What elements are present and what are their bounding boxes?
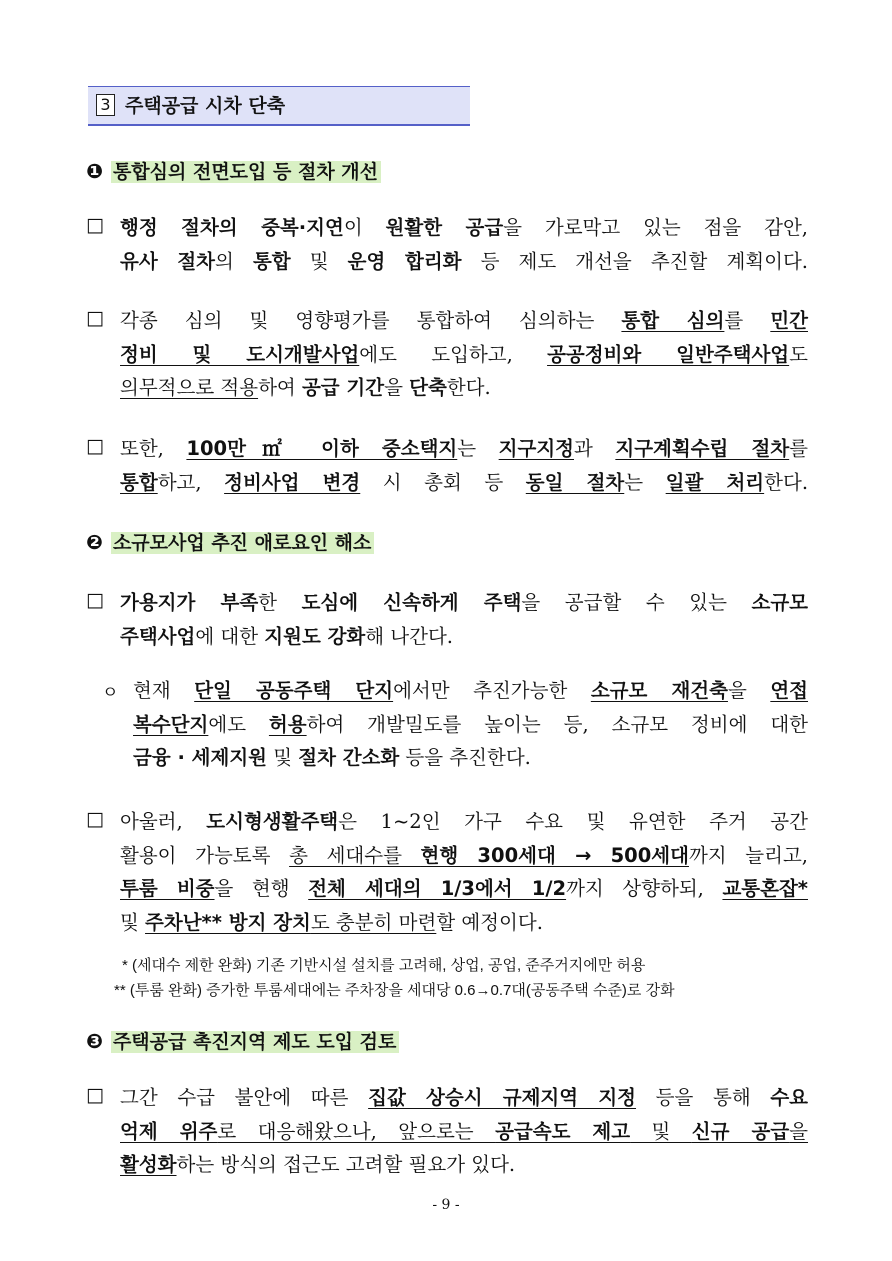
text: 는 [457, 437, 499, 460]
text-bold: 행정 절차의 중복·지연 [120, 216, 344, 239]
text: 등을 통해 [636, 1086, 771, 1109]
text-bold-underlined: 투룸 비중 [120, 877, 215, 900]
text-bold-underlined: 공공정비와 일반주택사업 [547, 342, 790, 366]
section-title: 주택공급 시차 단축 [125, 95, 286, 117]
text-bold: 유사 절차 [120, 249, 216, 273]
text-bold-underlined: 신규 공급 [691, 1119, 790, 1143]
text: 에서만 추진가능한 [393, 679, 591, 702]
text: 을 [384, 376, 410, 399]
text: 하고, [157, 470, 225, 494]
text-underlined: 의무적으로 적용 [120, 376, 259, 399]
heading-1 [86, 156, 381, 187]
text-bold: 지원도 강화 [264, 624, 366, 648]
text-bold-underlined: 전체 세대의 1/3에서 1/2 [308, 877, 567, 900]
text-bold: 소규모 [751, 591, 808, 614]
text: 은 1~2인 가구 수요 및 유연한 주거 공간 [338, 810, 808, 833]
text-bold: 절차 간소화 [298, 746, 400, 769]
section-number: 3 [96, 94, 115, 116]
text-bold-underlined: 동일 절차 [525, 470, 625, 494]
text: 하는 방식의 접근도 고려할 필요가 있다. [176, 1153, 516, 1176]
paragraph-5 [133, 674, 808, 775]
text-bold-underlined: 지구계획수립 절차 [615, 437, 790, 460]
text: 및 [290, 249, 348, 273]
text: 할 예정이다. [436, 910, 543, 934]
heading-2-text: 소규모사업 추진 애로요인 해소 [111, 532, 374, 554]
text-bold-underlined: 100만㎡ 이하 중소택지 [186, 437, 458, 460]
box-marker: □ [86, 214, 104, 236]
text-bold: 운영 합리화 [347, 249, 462, 273]
text: 과 [574, 437, 616, 460]
footnote-1: * (세대수 제한 완화) 기존 기반시설 설치를 고려해, 상업, 공업, 준주거지에만 허용 [122, 957, 646, 974]
text-bold: 수요 [770, 1086, 808, 1109]
text-bold: 단축 [409, 376, 447, 399]
text: 현재 [133, 679, 195, 702]
text: 을 공급할 수 있는 [521, 591, 752, 614]
text-underlined: 을 [789, 1119, 809, 1143]
text-bold-underlined: 주차난** 방지 장치 [145, 910, 311, 934]
text-underlined: 및 [630, 1119, 692, 1143]
text: 을 현행 [214, 877, 309, 900]
text-bold-underlined: 민간 [770, 309, 808, 332]
text-underlined: 도 충분히 마련 [310, 910, 437, 934]
paragraph-2 [120, 304, 808, 405]
text-bold-underlined: 단일 공동주택 단지 [194, 679, 394, 702]
text: 그간 수급 불안에 따른 [120, 1086, 369, 1109]
text-bold-underlined: 통합 심의 [621, 309, 725, 332]
text-bold-underlined: 정비 및 도시개발사업 [120, 342, 360, 366]
text-bold-underlined: 활성화 [120, 1153, 177, 1176]
text: 및 [120, 910, 146, 934]
text-bold: 가용지가 부족 [120, 591, 259, 614]
text: 한다. [446, 376, 491, 399]
paragraph-7 [120, 1081, 808, 1182]
text: 시 총회 등 [360, 470, 526, 494]
text: 에도 도입하고, [359, 342, 548, 366]
box-marker: □ [86, 589, 104, 611]
text: 도 [789, 342, 808, 366]
box-marker: □ [86, 808, 104, 830]
text-underlined: 총 세대수를 [289, 843, 421, 867]
paragraph-3 [120, 432, 808, 499]
text-bold-underlined: 집값 상승시 규제지역 지정 [368, 1086, 637, 1109]
text-bold-underlined: 일괄 처리 [665, 470, 765, 494]
text-bold-underlined: 억제 위주 [120, 1119, 218, 1143]
text-underlined: 로 대응해왔으나, 앞으로는 [217, 1119, 496, 1143]
text-bold-underlined: 교통혼잡* [722, 877, 808, 900]
text-bold: 도시형생활주택 [206, 810, 339, 833]
text: 한다. [764, 470, 809, 494]
heading-3-text: 주택공급 촉진지역 제도 도입 검토 [111, 1031, 399, 1053]
text-bold: 통합 [252, 249, 291, 273]
text: 하여 개발밀도를 높이는 등, 소규모 정비에 대한 [306, 712, 809, 736]
text: 아울러, [120, 810, 207, 833]
heading-2-bullet: ❷ [86, 530, 103, 554]
section-title-bar [88, 86, 470, 126]
text-bold: 금융 · 세제지원 [133, 746, 268, 769]
box-marker: □ [86, 1084, 104, 1106]
text: 는 [624, 470, 666, 494]
circle-marker: ㅇ [102, 683, 119, 703]
text-bold-underlined: 통합 [120, 470, 158, 494]
text: 한 [258, 591, 302, 614]
text: 에 대한 [195, 624, 265, 648]
text-bold: 주택사업 [120, 624, 196, 648]
heading-3 [86, 1026, 399, 1057]
text-bold: 원활한 공급 [385, 216, 504, 239]
text: 해 나간다. [365, 624, 454, 648]
text: 을 가로막고 있는 점을 감안, [503, 216, 808, 239]
page-number: - 9 - [432, 1197, 460, 1213]
text: 활용이 가능토록 [120, 843, 290, 867]
paragraph-1 [120, 211, 808, 278]
text: 또한, [120, 437, 187, 460]
box-marker: □ [86, 307, 104, 329]
text: 까지 늘리고, [688, 843, 808, 867]
text: 하여 [258, 376, 302, 399]
text: 등을 추진한다. [399, 746, 531, 769]
text-bold-underlined: 복수단지 [133, 712, 209, 736]
paragraph-4 [120, 586, 808, 653]
heading-2 [86, 527, 374, 558]
box-marker: □ [86, 435, 104, 457]
text: 를 [789, 437, 808, 460]
text: 등 제도 개선을 추진할 계획이다. [461, 249, 808, 273]
text-bold-underlined: 현행 300세대 → 500세대 [420, 843, 689, 867]
text: 및 [267, 746, 299, 769]
text-bold-underlined: 지구지정 [498, 437, 574, 460]
text-bold-underlined: 정비사업 변경 [224, 470, 361, 494]
text: 을 [727, 679, 771, 702]
text-bold-underlined: 허용 [268, 712, 307, 736]
text: 를 [724, 309, 771, 332]
paragraph-6 [120, 805, 808, 939]
text: 각종 심의 및 영향평가를 통합하여 심의하는 [120, 309, 622, 332]
text-bold-underlined: 공급속도 제고 [495, 1119, 631, 1143]
text: 의 [215, 249, 253, 273]
heading-1-bullet: ❶ [86, 159, 103, 183]
heading-1-text: 통합심의 전면도입 등 절차 개선 [111, 161, 381, 183]
text-bold-underlined: 소규모 재건축 [590, 679, 728, 702]
text: 까지 상향하되, [566, 877, 723, 900]
text-bold: 도심에 신속하게 주택 [301, 591, 522, 614]
footnote-2: ** (투룸 완화) 증가한 투룸세대에는 주차장을 세대당 0.6→0.7대(공동주택 수준)로 강화 [114, 982, 675, 999]
text-bold-underlined: 연접 [770, 679, 809, 702]
heading-3-bullet: ❸ [86, 1029, 103, 1053]
text: 에도 [208, 712, 269, 736]
text: 이 [343, 216, 386, 239]
text-bold: 공급 기간 [301, 376, 385, 399]
